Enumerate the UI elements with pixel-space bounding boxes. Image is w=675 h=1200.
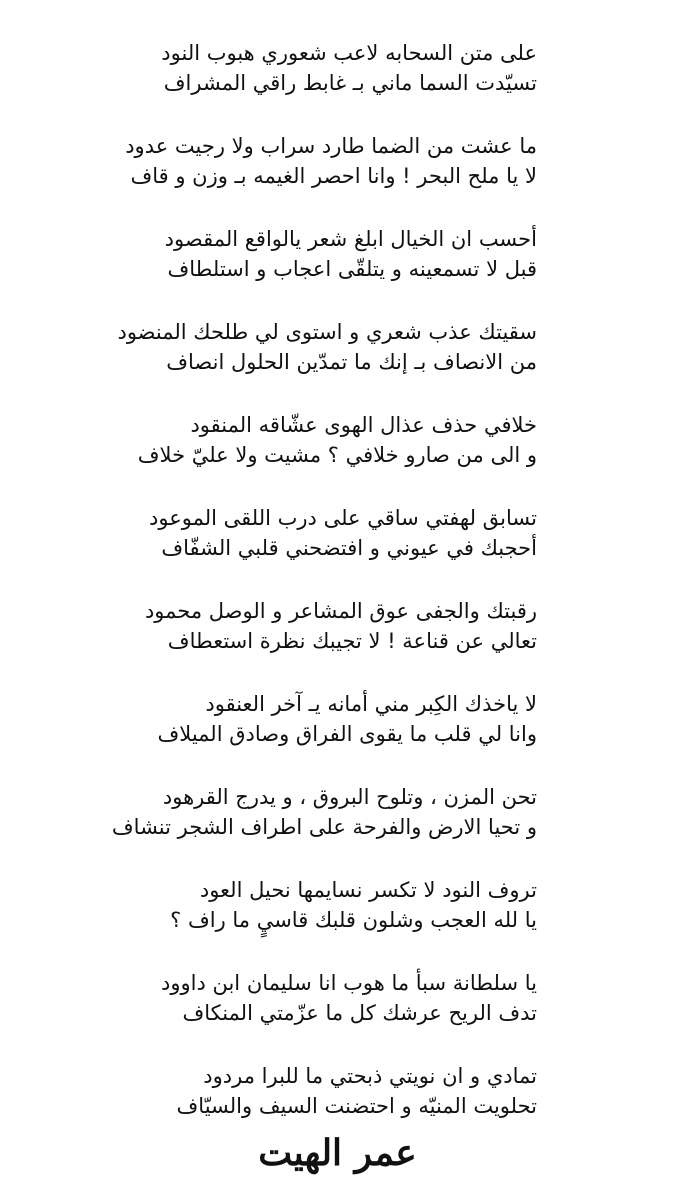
- stanza-6: [0, 503, 675, 596]
- verse-line: لا ياخذك الكِبر مني أمانه يـ آخر العنقود: [205, 692, 537, 716]
- verse-line: تسابق لهفتي ساقي على درب اللقى الموعود: [149, 506, 537, 530]
- verse-line: لا يا ملح البحر ! وانا احصر الغيمه بـ وزن و قاف: [130, 164, 537, 188]
- verse-line: تسيّدت السما ماني بـ غابط راقي المشراف: [163, 71, 537, 95]
- stanza-4: [0, 317, 675, 410]
- verse-line: يا سلطانة سبأ ما هوب انا سليمان ابن داوود: [160, 971, 537, 995]
- verse-line: أحسب ان الخيال ابلغ شعر يالواقع المقصود: [164, 227, 537, 251]
- verse-line: على متن السحابه لاعب شعوري هبوب النود: [161, 41, 537, 65]
- verse-line: ما عشت من الضما طارد سراب ولا رجيت عدود: [125, 134, 537, 158]
- verse-line: رقبتك والجفى عوق المشاعر و الوصل محمود: [144, 599, 537, 623]
- stanza-2: [0, 131, 675, 224]
- verse-line: من الانصاف بـ إنك ما تمدّين الحلول انصاف: [166, 350, 537, 374]
- verse-line: وانا لي قلب ما يقوى الفراق وصادق الميلاف: [157, 722, 537, 746]
- verse-line: سقيتك عذب شعري و استوى لي طلحك المنضود: [117, 320, 537, 344]
- verse-line: تحن المزن ، وتلوح البروق ، و يدرج القرهود: [162, 785, 537, 809]
- verse-line: تروف النود لا تكسر نسايمها نحيل العود: [199, 878, 537, 902]
- stanza-11: [0, 968, 675, 1061]
- verse-line: أحجبك في عيوني و افتضحني قلبي الشفّاف: [161, 536, 537, 560]
- verse-line: و تحيا الارض والفرحة على اطراف الشجر تنشاف: [111, 815, 537, 839]
- verse-line: قبل لا تسمعينه و يتلقّى اعجاب و استلطاف: [167, 257, 537, 281]
- verse-line: يا لله العجب وشلون قلبك قاسيٍ ما راف ؟: [170, 908, 537, 932]
- verse-line: تحلويت المنيّه و احتضنت السيف والسيّاف: [176, 1094, 537, 1118]
- verse-line: و الى من صارو خلافي ؟ مشيت ولا عليّ خلاف: [137, 443, 537, 467]
- verse-line: خلافي حذف عذال الهوى عشّاقه المنقود: [190, 413, 537, 437]
- author-signature: عمر الهيت: [258, 1132, 417, 1174]
- stanza-7: [0, 596, 675, 689]
- stanza-9: [0, 782, 675, 875]
- stanza-1: [0, 38, 675, 131]
- poem: [0, 38, 675, 1154]
- stanza-8: [0, 689, 675, 782]
- stanza-10: [0, 875, 675, 968]
- stanza-3: [0, 224, 675, 317]
- verse-line: تدف الريح عرشك كل ما عزّمتي المنكاف: [182, 1001, 537, 1025]
- verse-line: تمادي و ان نويتي ذبحتي ما للبرا مردود: [203, 1064, 537, 1088]
- verse-line: تعالي عن قناعة ! لا تجيبك نظرة استعطاف: [167, 629, 537, 653]
- stanza-5: [0, 410, 675, 503]
